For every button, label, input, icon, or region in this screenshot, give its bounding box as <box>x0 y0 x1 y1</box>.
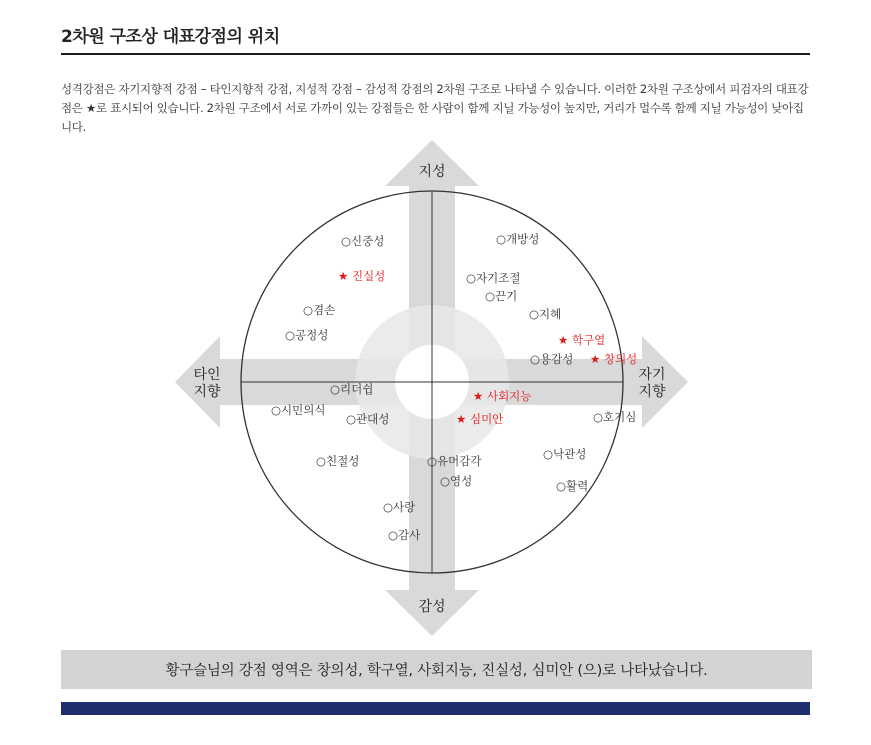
axis-label-bottom: 감성 <box>418 599 446 615</box>
strength-label: ○친절성 <box>316 454 360 468</box>
strength-label: ○끈기 <box>485 289 518 303</box>
strength-label: ○관대성 <box>346 412 390 426</box>
strength-label: ○활력 <box>556 479 589 493</box>
strength-label: ○지혜 <box>529 307 562 321</box>
strength-label-highlight: ★ 심미안 <box>456 412 504 426</box>
strength-label: ○시민의식 <box>271 403 326 417</box>
strength-label: ○감사 <box>388 528 421 542</box>
strength-label: ○겸손 <box>303 303 336 317</box>
strength-label: ○자기조절 <box>466 271 521 285</box>
strength-label: ○용감성 <box>530 352 574 366</box>
axis-label-top: 지성 <box>418 164 446 180</box>
strength-label-highlight: ★ 사회지능 <box>473 389 532 403</box>
strength-label: ○사랑 <box>383 500 416 514</box>
strength-label-highlight: ★ 진실성 <box>338 269 386 283</box>
summary-text: 황구슬님의 강점 영역은 창의성, 학구열, 사회지능, 진실성, 심미안 (으)로 나타났습니다. <box>165 663 708 679</box>
strength-label-highlight: ★ 학구열 <box>558 333 606 347</box>
footer-bar <box>61 702 810 715</box>
section-title: 2차원 구조상 대표강점의 위치 <box>61 27 280 47</box>
summary-box <box>61 650 812 689</box>
strength-label: ○유머감각 <box>427 454 482 468</box>
strength-label: ○신중성 <box>341 234 385 248</box>
strength-label: ○낙관성 <box>543 447 587 461</box>
axis-label-right-2: 지향 <box>638 384 666 400</box>
strength-label: ○영성 <box>440 474 473 488</box>
strength-label: ○호기심 <box>593 410 637 424</box>
description-text: 성격강점은 자기지향적 강점 – 타인지향적 강점, 지성적 강점 – 감성적 강점의 2차원 구조로 나타낼 수 있습니다. 이러한 2차원 구조상에서 피검자의 대표강점은 ★로 표시되어 있습니다. 2차원 구조에서 서로 가까이 있는 강점들은 한 사람이 함께 지닐 가능성이 높지만, 거리가 멀수록 함께 지닐 가능성이 낮아집니다. <box>61 82 809 134</box>
axis-label-right-1: 자기 <box>638 367 666 383</box>
strength-label: ○리더쉽 <box>330 382 374 396</box>
strength-label: ○개방성 <box>496 232 540 246</box>
axis-label-left-2: 지향 <box>193 384 221 400</box>
axis-label-left-1: 타인 <box>193 367 221 383</box>
strength-label-highlight: ★ 창의성 <box>590 352 638 366</box>
strength-label: ○공정성 <box>285 328 329 342</box>
